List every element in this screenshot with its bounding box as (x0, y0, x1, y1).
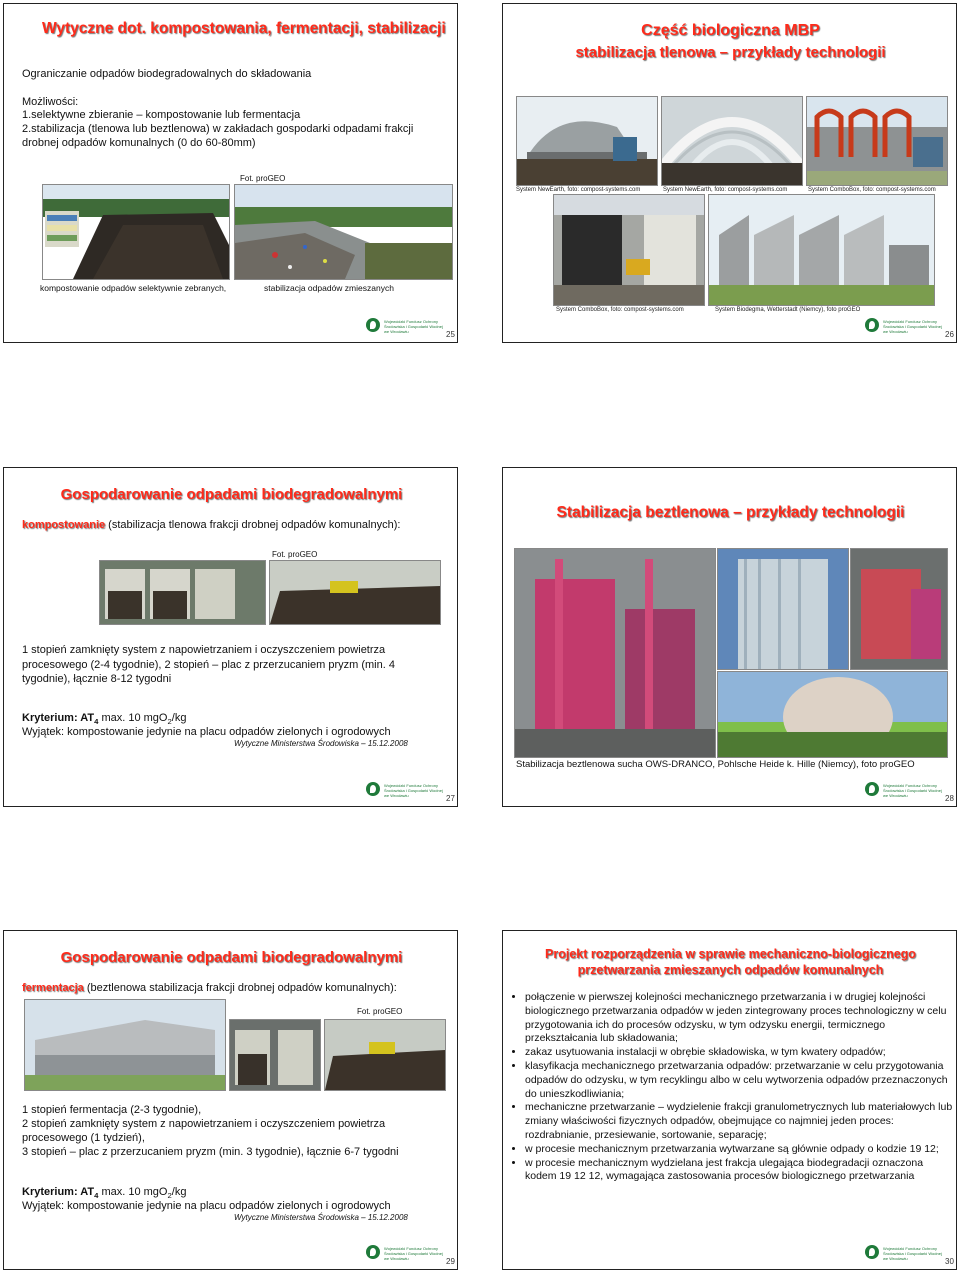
slide-title-line1: Projekt rozporządzenia w sprawie mechaniczno-biologicznego (545, 947, 916, 961)
fermentation-interior-photo (229, 1019, 321, 1091)
photo-caption: Stabilizacja beztlenowa sucha OWS-DRANCO, Pohlsche Heide k. Hille (Niemcy), foto proGEO (516, 759, 915, 770)
criterion-subscript: 4 (94, 717, 99, 727)
compost-photo-image (43, 185, 229, 279)
caption-right: stabilizacja odpadów zmieszanych (264, 283, 394, 293)
newearth-photo-2 (661, 96, 803, 186)
combobox-photo-1-image (807, 97, 947, 185)
body-line-2: procesowego (2-4 tygodnie), 2 stopień – plac z przerzucaniem pryzm (min. 4 (22, 659, 395, 671)
fund-logo-text: Wojewódzki Fundusz Ochrony Środowiska i Gospodarki Wodnej we Wrocławiu (883, 319, 942, 334)
slide-title-line1: Część biologiczna MBP (641, 22, 820, 39)
fund-logo (366, 1245, 446, 1261)
source: Wytyczne Ministerstwa Środowiska – 15.12.2008 (234, 1213, 408, 1222)
fund-logo (366, 782, 446, 798)
caption-3: System ComboBox, foto: compost-systems.com (808, 187, 936, 193)
dranco-photo-1-image (515, 549, 715, 757)
stabilization-photo-image (235, 185, 452, 279)
criterion-value: max. 10 mgO (98, 712, 168, 724)
option-2-line2: drobnej odpadów komunalnych (0 do 60-80mm) (22, 137, 256, 149)
fund-logo-text: Wojewódzki Fundusz Ochrony Środowiska i Gospodarki Wodnej we Wrocławiu (883, 783, 942, 798)
biodegma-photo-image (709, 195, 934, 305)
turner-photo-image (270, 561, 440, 624)
fund-logo-icon (865, 1245, 879, 1259)
body-line-4: 3 stopień – plac z przerzucaniem pryzm (min. 3 tygodnie), łącznie 6-7 tygodni (22, 1146, 399, 1158)
subtitle-rest: (stabilizacja tlenowa frakcji drobnej odpadów komunalnych): (105, 519, 401, 531)
caption-4: System ComboBox, foto: compost-systems.com (556, 307, 684, 313)
subtitle-keyword: kompostowanie (22, 519, 106, 531)
option-1: 1.selektywne zbieranie – kompostowanie lub fermentacja (22, 109, 301, 121)
fund-logo-text: Wojewódzki Fundusz Ochrony Środowiska i Gospodarki Wodnej we Wrocławiu (384, 319, 443, 334)
body-line-3: tygodnie), łącznie 8-12 tygodni (22, 673, 172, 685)
fermentation-turner-photo (324, 1019, 446, 1091)
page-number: 25 (446, 330, 455, 339)
photo-credit: Fot. proGEO (357, 1007, 403, 1016)
slide-title-line2: przetwarzania zmieszanych odpadów komunalnych (577, 963, 884, 977)
criterion-unit: /kg (171, 1186, 187, 1198)
dranco-photo-4 (717, 671, 948, 758)
slide-title: Stabilizacja beztlenowa – przykłady technologii (556, 504, 905, 521)
criterion-subscript: 4 (94, 1191, 99, 1201)
turner-photo (269, 560, 441, 625)
options-label: Możliwości: (22, 96, 79, 108)
dranco-photo-2-image (718, 549, 848, 669)
slide-25 (3, 3, 458, 343)
body-line-3: procesowego (1 tydzień), (22, 1132, 145, 1144)
bullet-item: • mechaniczne przetwarzanie – wydzielenie frakcji granulometrycznych lub materiałowych lub zmiany właściwości fizycznych odpadów, obejmujące co najmniej jeden proces: rozdrabnianie, przesiewanie, sortowanie, separację; (525, 1101, 957, 1142)
bullet-item: • klasyfikacja mechanicznego przetwarzania odpadów: przetwarzanie w celu przygotowania odpadów do odzysku, w tym recyklingu albo w celu wytworzenia odpadów przeznaczonych do unieszkodliwiania; (525, 1060, 957, 1101)
bullet-item: • w procesie mechanicznym przetwarzania wytwarzane są głównie odpady o kodzie 19 12; (525, 1143, 957, 1157)
source: Wytyczne Ministerstwa Środowiska – 15.12.2008 (234, 739, 408, 748)
slide-26 (502, 3, 957, 343)
fermentation-hall-photo (24, 999, 226, 1091)
slide-title-line2: stabilizacja tlenowa – przykłady technologii (575, 44, 886, 61)
fund-logo-icon (366, 782, 380, 796)
slide-27 (3, 467, 458, 807)
fund-logo (865, 782, 945, 798)
fund-logo-icon (865, 318, 879, 332)
criterion-subscript-2: 2 (167, 717, 172, 727)
fund-logo-text: Wojewódzki Fundusz Ochrony Środowiska i Gospodarki Wodnej we Wrocławiu (384, 783, 443, 798)
caption-left: kompostowanie odpadów selektywnie zebranych, (40, 283, 227, 293)
body-line-1: 1 stopień zamknięty system z napowietrzaniem i oczyszczeniem powietrza (22, 644, 386, 656)
dranco-photo-4-image (718, 672, 947, 757)
dranco-photo-3-image (851, 549, 947, 669)
combobox-photo-2-image (554, 195, 704, 305)
bullet-item: • zakaz usytuowania instalacji w obrębie składowiska, w tym kwatery odpadów; (525, 1046, 957, 1060)
criterion-label: Kryterium: AT (22, 712, 95, 724)
fund-logo-icon (865, 782, 879, 796)
newearth-photo-2-image (662, 97, 802, 185)
slide-title: Wytyczne dot. kompostowania, fermentacji, stabilizacji (42, 20, 446, 37)
stabilization-photo (234, 184, 453, 280)
criterion-label: Kryterium: AT (22, 1186, 95, 1198)
hall-photo (99, 560, 266, 625)
fermentation-hall-photo-image (25, 1000, 225, 1090)
page-number: 27 (446, 794, 455, 803)
subtitle-rest: (beztlenowa stabilizacja frakcji drobnej odpadów komunalnych): (83, 982, 397, 994)
fermentation-turner-photo-image (325, 1020, 445, 1090)
photo-credit: Fot. proGEO (272, 550, 318, 559)
hall-photo-image (100, 561, 265, 624)
fund-logo (865, 318, 945, 334)
criterion-value: max. 10 mgO (98, 1186, 168, 1198)
dranco-photo-2 (717, 548, 849, 670)
bullet-item: • połączenie w pierwszej kolejności mechanicznego przetwarzania i w drugiej kolejności biologicznego przetwarzania odpadów w jeden zintegrowany proces technologiczny w celu przygotowania ich do procesów odzysku, w tym odzysku energii, termicznego przekształcania lub składowania; (525, 991, 957, 1046)
photo-credit: Fot. proGEO (240, 174, 286, 183)
slide-28 (502, 467, 957, 807)
newearth-photo-1-image (517, 97, 657, 185)
fund-logo-icon (366, 1245, 380, 1259)
page-number: 28 (945, 794, 954, 803)
exception: Wyjątek: kompostowanie jedynie na placu odpadów zielonych i ogrodowych (22, 726, 391, 738)
biodegma-photo (708, 194, 935, 306)
page-number: 29 (446, 1257, 455, 1266)
fund-logo-icon (366, 318, 380, 332)
dranco-photo-3 (850, 548, 948, 670)
body-line-2: 2 stopień zamknięty system z napowietrzaniem i oczyszczeniem powietrza (22, 1118, 386, 1130)
caption-5: System Biodegma, Wetterstadt (Niemcy), foto proGEO (715, 307, 861, 313)
bullet-list (509, 991, 957, 1184)
body-line-1: 1 stopień fermentacja (2-3 tygodnie), (22, 1104, 202, 1116)
page-number: 26 (945, 330, 954, 339)
compost-photo (42, 184, 230, 280)
combobox-photo-2 (553, 194, 705, 306)
fund-logo-text: Wojewódzki Fundusz Ochrony Środowiska i Gospodarki Wodnej we Wrocławiu (883, 1246, 942, 1261)
caption-1: System NewEarth, foto: compost-systems.com (516, 187, 641, 193)
dranco-photo-1 (514, 548, 716, 758)
slide-subtitle (22, 518, 400, 532)
page-number: 30 (945, 1257, 954, 1266)
newearth-photo-1 (516, 96, 658, 186)
caption-2: System NewEarth, foto: compost-systems.com (663, 187, 788, 193)
fund-logo (366, 318, 446, 334)
fund-logo-text: Wojewódzki Fundusz Ochrony Środowiska i Gospodarki Wodnej we Wrocławiu (384, 1246, 443, 1261)
slide-subtitle (22, 981, 397, 995)
fund-logo (865, 1245, 945, 1261)
exception: Wyjątek: kompostowanie jedynie na placu odpadów zielonych i ogrodowych (22, 1200, 391, 1212)
bullet-item: • w procesie mechanicznym wydzielana jest frakcja ulegająca biodegradacji oznaczona kodem 19 12 12, wymagająca zastosowania procesów biologicznego przetwarzania (525, 1157, 957, 1185)
subtitle-keyword: fermentacja (22, 982, 84, 994)
slide-30 (502, 930, 957, 1270)
combobox-photo-1 (806, 96, 948, 186)
slide-29 (3, 930, 458, 1270)
criterion-unit: /kg (171, 712, 187, 724)
slide-title: Gospodarowanie odpadami biodegradowalnymi (60, 486, 403, 503)
slide-title: Gospodarowanie odpadami biodegradowalnymi (60, 949, 403, 966)
fermentation-interior-photo-image (230, 1020, 320, 1090)
criterion-subscript-2: 2 (167, 1191, 172, 1201)
slide-subtitle: Ograniczanie odpadów biodegradowalnych do składowania (22, 68, 312, 80)
option-2-line1: 2.stabilizacja (tlenowa lub beztlenowa) w zakładach gospodarki odpadami frakcji (22, 123, 414, 135)
